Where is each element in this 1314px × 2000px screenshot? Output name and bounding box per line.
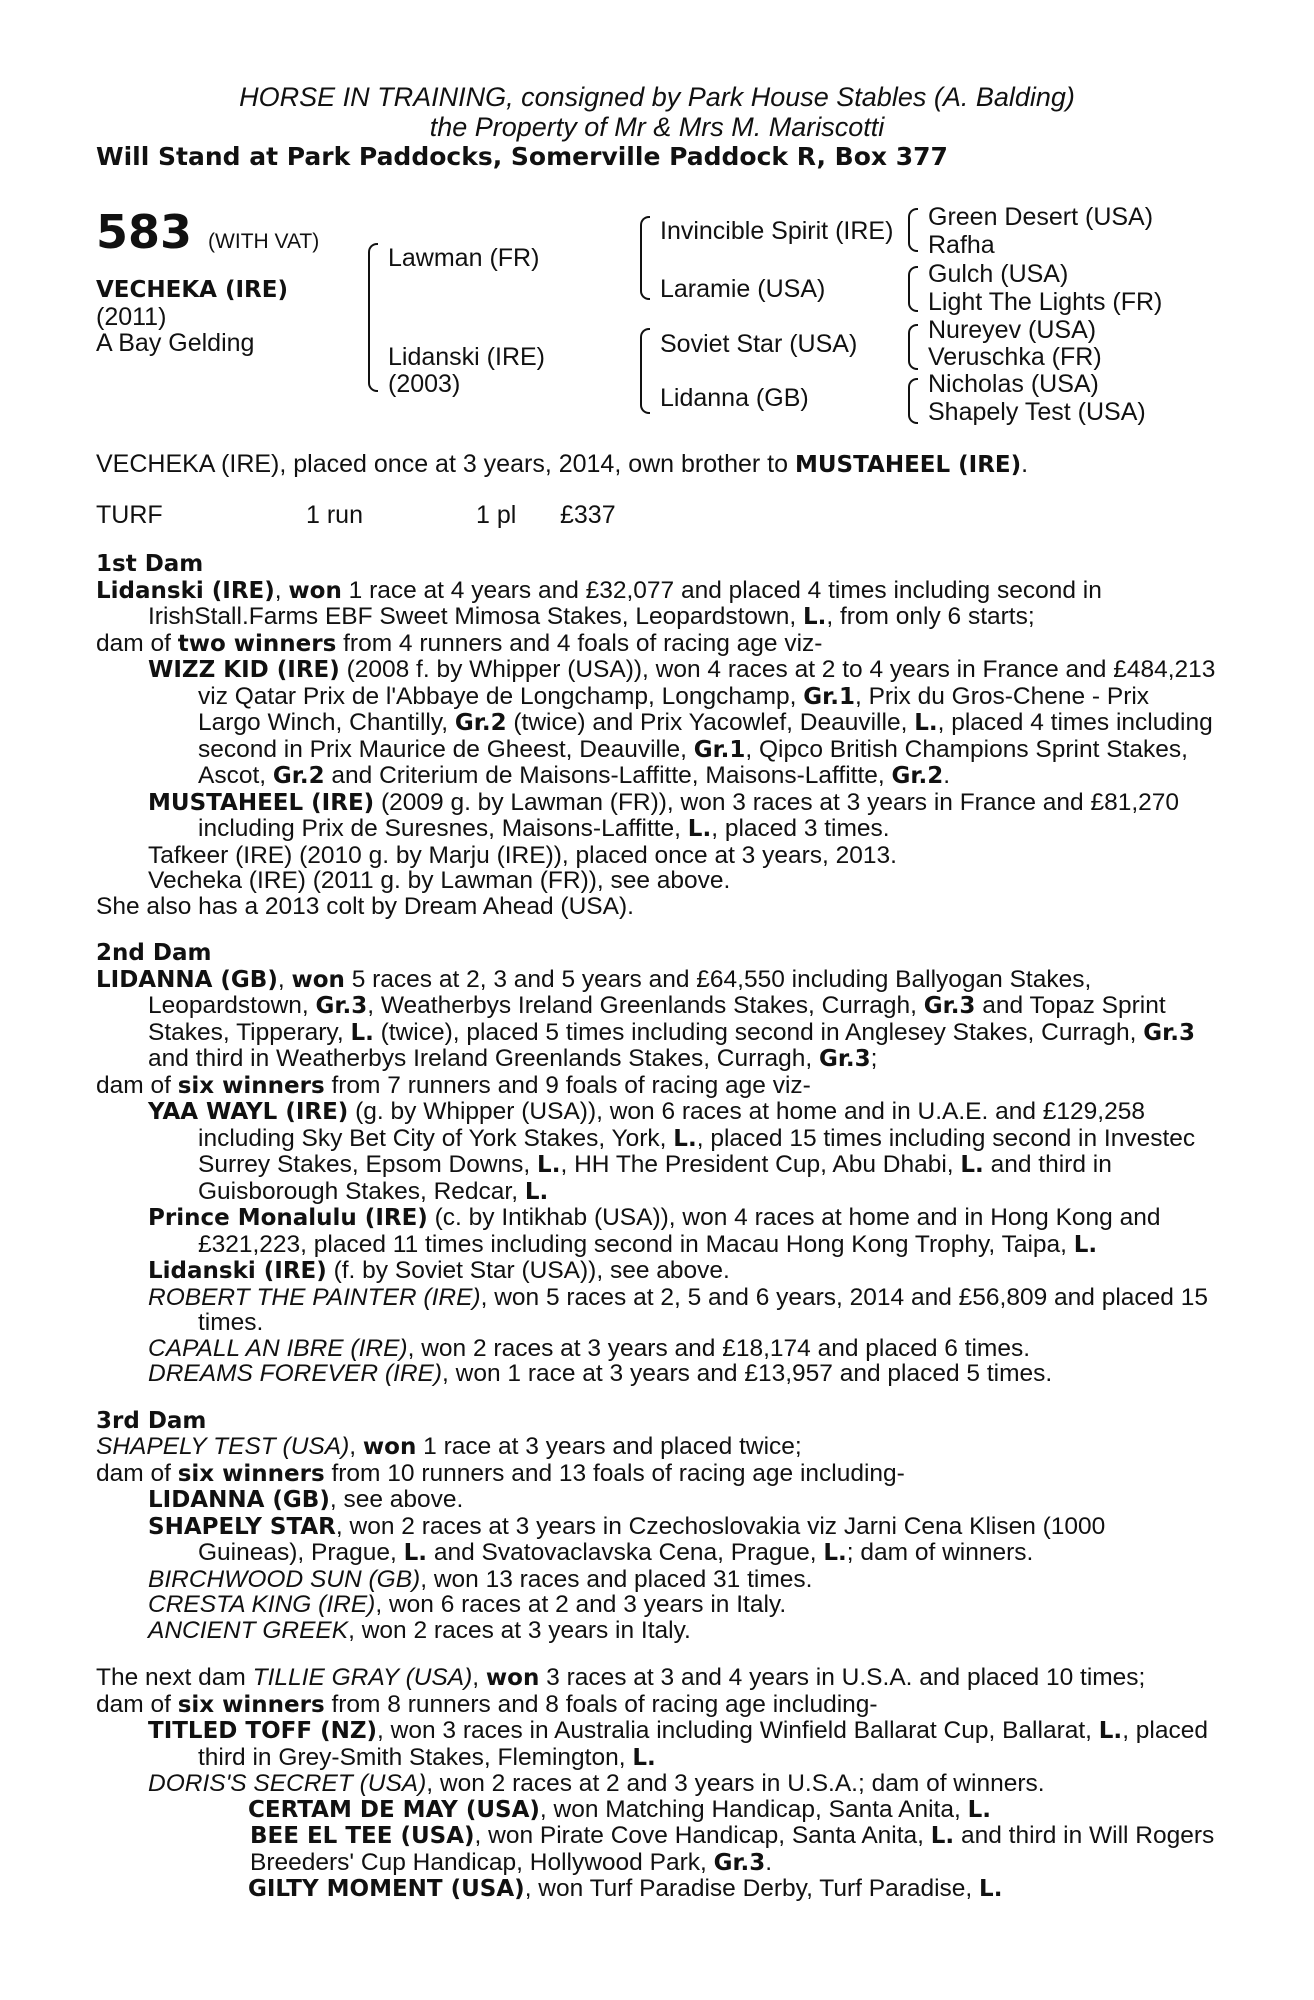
record-surface: TURF [96,501,163,529]
pedigree-sire: Lawman (FR) [388,244,540,272]
pedigree-g1: Green Desert (USA) [928,203,1154,231]
horse-description: A Bay Gelding [96,329,255,357]
pedigree-g8: Shapely Test (USA) [928,398,1146,426]
pedigree-dam-sire: Soviet Star (USA) [660,330,858,358]
pedigree-g6: Veruschka (FR) [928,343,1102,371]
pedigree-sire-sire: Invincible Spirit (IRE) [660,217,894,245]
pedigree-g7: Nicholas (USA) [928,370,1099,398]
lot-number: 583 (WITH VAT) [96,205,320,259]
header-line-1: HORSE IN TRAINING, consigned by Park House Stables (A. Balding) [239,82,1075,112]
lidanski-entry: Lidanski (IRE), won 1 race at 4 years and £32,077 and placed 4 times including second in IrishStall.Farms EBF Sweet Mimosa Stakes, Leopardstown, L., from only 6 starts; [96,576,1102,630]
pedigree-brace-4 [908,208,918,252]
pedigree-dam-year: (2003) [388,370,461,398]
pedigree-g2: Rafha [928,231,995,259]
pedigree-brace-7 [908,378,918,424]
wizz-kid-entry: WIZZ KID (IRE) (2008 f. by Whipper (USA)), won 4 races at 2 to 4 years in France and £484,213 viz Qatar Prix de l'Abbaye de Longchamp, Longchamp, Gr.1, Prix du Gros-Chene - Prix Largo Winch, Chantilly, Gr.2 (twice) and Prix Yacowlef, Deauville, L., placed 4 times including second in Prix Maurice de Gheest, Deauville, Gr.1, Qipco British Champions Sprint Stakes, Ascot, Gr.2 and Criterium de Maisons-Laffitte, Maisons-Laffitte, Gr.2. [148,656,1216,789]
pedigree-g3: Gulch (USA) [928,260,1069,288]
pedigree-brace-2 [640,216,650,300]
summary-line: VECHEKA (IRE), placed once at 3 years, 2014, own brother to MUSTAHEEL (IRE). [96,450,1029,478]
dam-notes: 1st Dam Lidanski (IRE), won 1 race at 4 years and £32,077 and placed 4 times including second in IrishStall.Farms EBF Sweet Mimosa Stakes, Leopardstown, L., from only 6 starts; dam of two winners from 4 runners and 4 foals of racing age viz- WIZZ KID (IRE) (2008 f. by Whipper (USA)), won 4 races at 2 to 4 years in France and £484,213 viz Qatar Prix de l'Abbaye de Longchamp, Longchamp, Gr.1, Prix du Gros-Chene - Prix Largo Winch, Chantilly, Gr.2 (twice) and Prix Yacowlef, Deauville, L., placed 4 times including second in Prix Maurice de Gheest, Deauville, Gr.1, Qipco British Champions Sprint Stakes, Ascot, Gr.2 and Criterium de Maisons-Laffitte, Maisons-Laffitte, Gr.2. MUSTAHEEL (IRE) (2009 g. by Lawman (FR)), won 3 races at 3 years in France and £81,270 including Prix de Suresnes, Maisons-Laffitte, L., placed 3 times. Tafkeer (IRE) (2010 g. by Marju (IRE)), placed once at 3 years, 2013. Vecheka (IRE) (2011 g. by Lawman (FR)), see above. She also has a 2013 colt by Dream Ahead (USA). 2nd Dam LIDANNA (GB), won 5 races at 2, 3 and 5 years and £64,550 including Ballyogan Stakes, Leopardstown, Gr.3, Weatherbys Ireland Greenlands Stakes, Curragh, Gr.3 and Topaz Sprint Stakes, Tipperary, L. (twice), placed 5 times including second in Anglesey Stakes, Curragh, Gr.3 and third in Weatherbys Ireland Greenlands Stakes, Curragh, Gr.3; dam of six winners from 7 runners and 9 foals of racing age viz- YAA WAYL (IRE) (g. by Whipper (USA)), won 6 races at home and in U.A.E. and £129,258 including Sky Bet City of York Stakes, York, L., placed 15 times including second in Investec Surrey Stakes, Epsom Downs, L., HH The President Cup, Abu Dhabi, L. and third in Guisborough Stakes, Redcar, L. Prince Monalulu (IRE) (c. by Intikhab (USA)), won 4 races at home and in Hong Kong and £321,223, placed 11 times including second in Macau Hong Kong Trophy, Taipa, L. Lidanski (IRE) (f. by Soviet Star (USA)), see above. ROBERT THE PAINTER (IRE), won 5 races at 2, 5 and 6 years, 2014 and £56,809 and placed 15 times. CAPALL AN IBRE (IRE), won 2 races at 3 years and £18,174 and placed 6 times. DREAMS FOREVER (IRE), won 1 race at 3 years and £13,957 and placed 5 times. 3rd Dam SHAPELY TEST (USA), won 1 race at 3 years and placed twice; dam of six winners from 10 runners and 13 foals of racing age including- LIDANNA (GB), see above. SHAPELY STAR, won 2 races at 3 years in Czechoslovakia viz Jarni Cena Klisen (1000 Guineas), Prague, L. and Svatovaclavska Cena, Prague, L.; dam of winners. BIRCHWOOD SUN (GB), won 13 races and placed 31 times. CRESTA KING (IRE), won 6 races at 2 and 3 years in Italy. ANCIENT GREEK, won 2 races at 3 years in Italy. The next dam TILLIE GRAY (USA), won 3 races at 3 and 4 years in U.S.A. and placed 10 times; dam of six winners from 8 runners and 8 foals of racing age including- TITLED TOFF (NZ), won 3 races in Australia including Winfield Ballarat Cup, Ballarat, L., placed third in Grey-Smith Stakes, Flemington, L. DORIS'S SECRET (USA), won 2 races at 2 and 3 years in U.S.A.; dam of winners. CERTAM DE MAY (USA), won Matching Handicap, Santa Anita, L. BEE EL TEE (USA), won Pirate Cove Handicap, Santa Anita, L. and third in Will Rogers Breeders' Cup Handicap, Hollywood Park, Gr.3. GILTY MOMENT (USA), won Turf Paradise Derby, Turf Paradise, L. [96,551,1216,1902]
horse-name: VECHEKA (IRE) [96,277,288,303]
record-placed: 1 pl [476,501,517,529]
pedigree-dam: Lidanski (IRE) [388,343,545,371]
record-earnings: £337 [560,501,616,529]
mustaheel-entry: MUSTAHEEL (IRE) (2009 g. by Lawman (FR)), won 3 races at 3 years in France and £81,270 including Prix de Suresnes, Maisons-Laffitte, L., placed 3 times. [148,788,1179,842]
pedigree-brace-3 [640,328,650,414]
header-line-3: Will Stand at Park Paddocks, Somerville Paddock R, Box 377 [96,142,948,171]
pedigree-brace-6 [908,324,918,370]
pedigree-g4: Light The Lights (FR) [928,288,1163,316]
first-dam-heading: 1st Dam [96,551,204,577]
header-line-2: the Property of Mr & Mrs M. Mariscotti [429,112,885,142]
vat-note: (WITH VAT) [208,230,320,253]
pedigree-g5: Nureyev (USA) [928,316,1097,344]
third-dam-heading: 3rd Dam [96,1407,207,1434]
lidanna-entry: LIDANNA (GB), won 5 races at 2, 3 and 5 years and £64,550 including Ballyogan Stakes, Leopardstown, Gr.3, Weatherbys Ireland Greenlands Stakes, Curragh, Gr.3 and Topaz Sprint Stakes, Tipperary, L. (twice), placed 5 times including second in Anglesey Stakes, Curragh, Gr.3 and third in Weatherbys Ireland Greenlands Stakes, Curragh, Gr.3; [96,965,1195,1072]
horse-year: (2011) [96,303,167,331]
pedigree-dam-dam: Lidanna (GB) [660,384,809,412]
pedigree-brace-5 [908,266,918,312]
second-dam-heading: 2nd Dam [96,940,212,966]
pedigree-sire-dam: Laramie (USA) [660,275,826,303]
pedigree-brace-1 [368,243,378,392]
record-runs: 1 run [306,501,363,529]
